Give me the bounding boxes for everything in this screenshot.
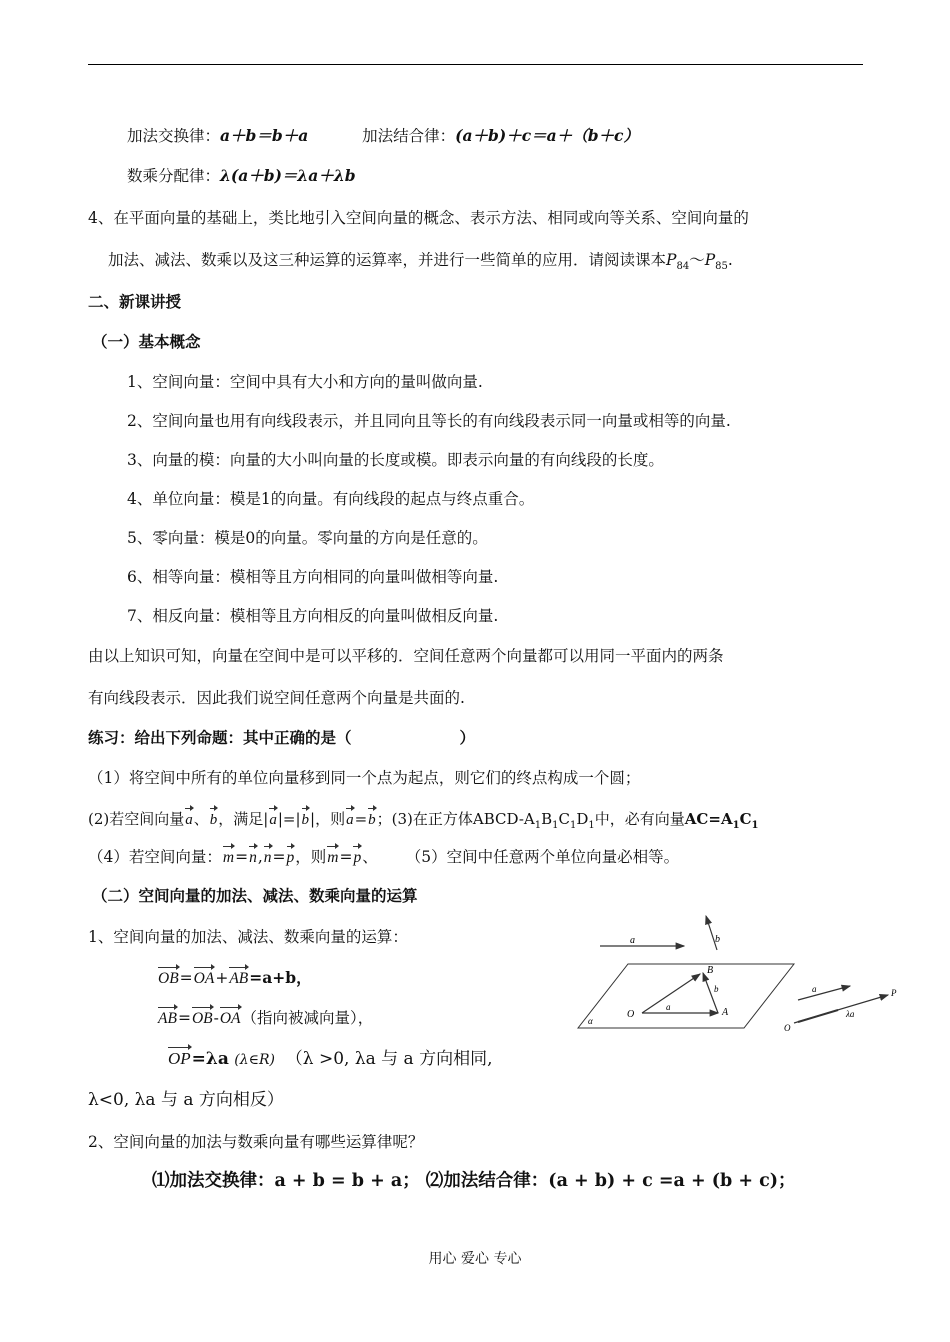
vector-a-right xyxy=(798,986,850,1000)
vec-AB-2: AB xyxy=(158,1005,177,1029)
ex2-c1: C xyxy=(739,810,752,828)
label-a-top: a xyxy=(630,935,635,946)
op3-desc: （λ >0, λa 与 a 方向相同, xyxy=(285,1049,493,1069)
op1-eq: = xyxy=(179,969,193,987)
sub-2: 1 xyxy=(552,820,559,831)
vector-b-eq: b xyxy=(368,806,376,830)
subsection-operations: （二）空间向量的加法、减法、数乘向量的运算 xyxy=(92,886,418,905)
page-ref-start: P xyxy=(666,251,677,269)
ex4-prefix: （4）若空间向量： xyxy=(88,848,222,866)
vec-OA: OA xyxy=(194,965,215,989)
page-ref-end: P xyxy=(704,251,716,269)
question-2: 2、空间向量的加法与数乘向量有哪些运算律呢？ xyxy=(88,1133,424,1151)
concept-2: 2、空间向量也用有向线段表示，并且同向且等长的有向线段表示同一向量或相等的向量. xyxy=(127,412,731,430)
vector-p-2: p xyxy=(353,844,361,868)
cube-B: B xyxy=(541,810,553,828)
ex2-sep: 、 xyxy=(193,810,209,828)
concept-3: 3、向量的模：向量的大小叫向量的长度或模。即表示向量的有向线段的长度。 xyxy=(127,451,664,469)
label-b-top: b xyxy=(715,934,720,945)
vec-OA-2: OA xyxy=(220,1005,241,1029)
item4-text: 加法、减法、数乘以及这三种运算的运算率，并进行一些简单的应用．请阅读课本 xyxy=(108,251,667,269)
op-scalar xyxy=(167,1045,493,1070)
vec-OB-2: OB xyxy=(192,1005,213,1029)
exercise-close: ） xyxy=(459,728,476,747)
item4-line1: 4、在平面向量的基础上，类比地引入空间向量的概念、表示方法、相同或向等关系、空间向量的 xyxy=(88,209,749,227)
label-B: B xyxy=(707,965,714,976)
label-lambda-a: λa xyxy=(846,1009,855,1019)
op1-result: =a+b， xyxy=(249,968,312,987)
header-rule xyxy=(88,64,863,65)
concept-4: 4、单位向量：模是1的向量。有向线段的起点与终点重合。 xyxy=(127,490,535,508)
exercise-2-3 xyxy=(88,806,758,836)
op3-cond: (λ∈R) xyxy=(234,1052,275,1068)
ex2-tail: 中，必有向量 xyxy=(594,810,685,828)
concept-7: 7、相反向量：模相等且方向相反的向量叫做相反向量. xyxy=(127,607,499,625)
section-heading: 二、新课讲授 xyxy=(88,292,182,311)
ex4-then: ，则 xyxy=(295,848,327,866)
conclusion-line1: 由以上知识可知，向量在空间中是可以平移的．空间任意两个向量都可以用同一平面内的两条 xyxy=(88,647,724,665)
ex2-cond: ，满足| xyxy=(218,810,269,828)
vector-b: b xyxy=(210,806,218,830)
assoc-law-expr: (a＋b)＋c＝a＋（b＋c） xyxy=(455,126,639,145)
page-ref-tilde: ～ xyxy=(689,251,705,269)
label-a-mid: a xyxy=(666,1002,671,1012)
vector-OB xyxy=(642,974,700,1013)
vec-OP: OP xyxy=(168,1045,191,1069)
page-ref-start-sub: 84 xyxy=(676,261,690,273)
ex4-end: 、 xyxy=(362,848,378,866)
ex2-eq: = xyxy=(354,810,368,828)
exercise-prompt xyxy=(88,728,475,748)
bold-laws: ⑴加法交换律：a + b = b + a； ⑵加法结合律：(a + b) + c =a + (b + c)； xyxy=(152,1171,796,1191)
op2-minus: - xyxy=(213,1009,219,1027)
footer: 用心 爱心 专心 xyxy=(428,1251,522,1267)
label-P: P xyxy=(891,988,897,998)
vector-m-2: m xyxy=(327,844,338,868)
sub-1: 1 xyxy=(534,820,542,831)
cube-C: C xyxy=(558,810,570,828)
ex2-prefix: (2)若空间向量 xyxy=(88,810,185,828)
vector-diagram xyxy=(572,910,912,1038)
ex4-eq1: = xyxy=(235,848,249,866)
op-subtraction xyxy=(157,1005,373,1029)
exercise-1: （1）将空间中所有的单位向量移到同一个点为起点，则它们的终点构成一个圆； xyxy=(88,769,641,787)
sub-3: 1 xyxy=(570,820,577,831)
comm-law-expr: a＋b＝b＋a xyxy=(220,126,309,145)
label-b-mid: b xyxy=(714,984,719,994)
page-ref-end-sub: 85 xyxy=(715,261,728,273)
ex4-eq3: = xyxy=(339,848,353,866)
operations-title: 1、空间向量的加法、减法、数乘向量的运算： xyxy=(88,928,408,946)
dist-law-label: 数乘分配律： xyxy=(127,167,221,185)
op1-plus: + xyxy=(215,969,229,987)
op3-eq: =λa xyxy=(191,1049,229,1069)
vector-b-abs: b xyxy=(302,806,310,830)
exercise-5: （5）空间中任意两个单位向量必相等。 xyxy=(405,848,680,866)
laws-line-2 xyxy=(127,166,356,186)
op-scalar-cont: λ<0, λa 与 a 方向相反） xyxy=(88,1090,284,1110)
laws-line-1 xyxy=(127,126,639,146)
vector-n: n xyxy=(249,844,257,868)
sub-6: 1 xyxy=(751,820,759,831)
vector-p: p xyxy=(287,844,295,868)
label-alpha: α xyxy=(588,1016,593,1026)
vector-n-2: n xyxy=(264,844,272,868)
ex4-eq2: = xyxy=(272,848,286,866)
vector-a: a xyxy=(185,806,193,830)
item4-end: . xyxy=(727,251,733,269)
concept-5: 5、零向量：模是0的向量。零向量的方向是任意的。 xyxy=(127,529,488,547)
label-O-right: O xyxy=(784,1023,791,1033)
concept-1: 1、空间向量：空间中具有大小和方向的量叫做向量. xyxy=(127,373,483,391)
op-addition xyxy=(157,965,312,989)
conclusion-line2: 有向线段表示．因此我们说空间任意两个向量是共面的. xyxy=(88,689,465,707)
ex2-ac: AC=A xyxy=(684,810,733,828)
ex2-cond-end: |，则 xyxy=(310,810,346,828)
vector-a-abs: a xyxy=(269,806,277,830)
subsection-basic-concepts: （一）基本概念 xyxy=(92,332,201,351)
comm-law-label: 加法交换律： xyxy=(127,127,221,145)
dist-law-expr: λ(a＋b)＝λa＋λb xyxy=(220,166,356,185)
plane-alpha xyxy=(578,964,794,1028)
ex4-comma: , xyxy=(257,848,263,866)
ex2-after: ；(3)在正方体ABCD-A xyxy=(376,810,535,828)
op2-note: （指向被减向量）， xyxy=(241,1009,374,1027)
concept-6: 6、相等向量：模相等且方向相同的向量叫做相等向量. xyxy=(127,568,499,586)
label-a-right: a xyxy=(812,984,817,994)
vector-m: m xyxy=(223,844,234,868)
op2-eq: = xyxy=(177,1009,191,1027)
item4-line2 xyxy=(108,250,733,277)
sub-4: 1 xyxy=(588,820,595,831)
vector-OP-segment xyxy=(798,1010,838,1022)
ex2-mid: |=| xyxy=(277,810,301,828)
sub-5: 1 xyxy=(732,820,740,831)
assoc-law-label: 加法结合律： xyxy=(362,127,456,145)
vector-a-eq: a xyxy=(346,806,354,830)
label-A: A xyxy=(722,1007,729,1018)
exercise-label: 练习：给出下列命题：其中正确的是（ xyxy=(88,728,352,747)
exercise-4-5 xyxy=(88,844,679,868)
label-O: O xyxy=(627,1009,635,1020)
vec-OB: OB xyxy=(158,965,179,989)
cube-D: D xyxy=(576,810,589,828)
vec-AB: AB xyxy=(229,965,248,989)
